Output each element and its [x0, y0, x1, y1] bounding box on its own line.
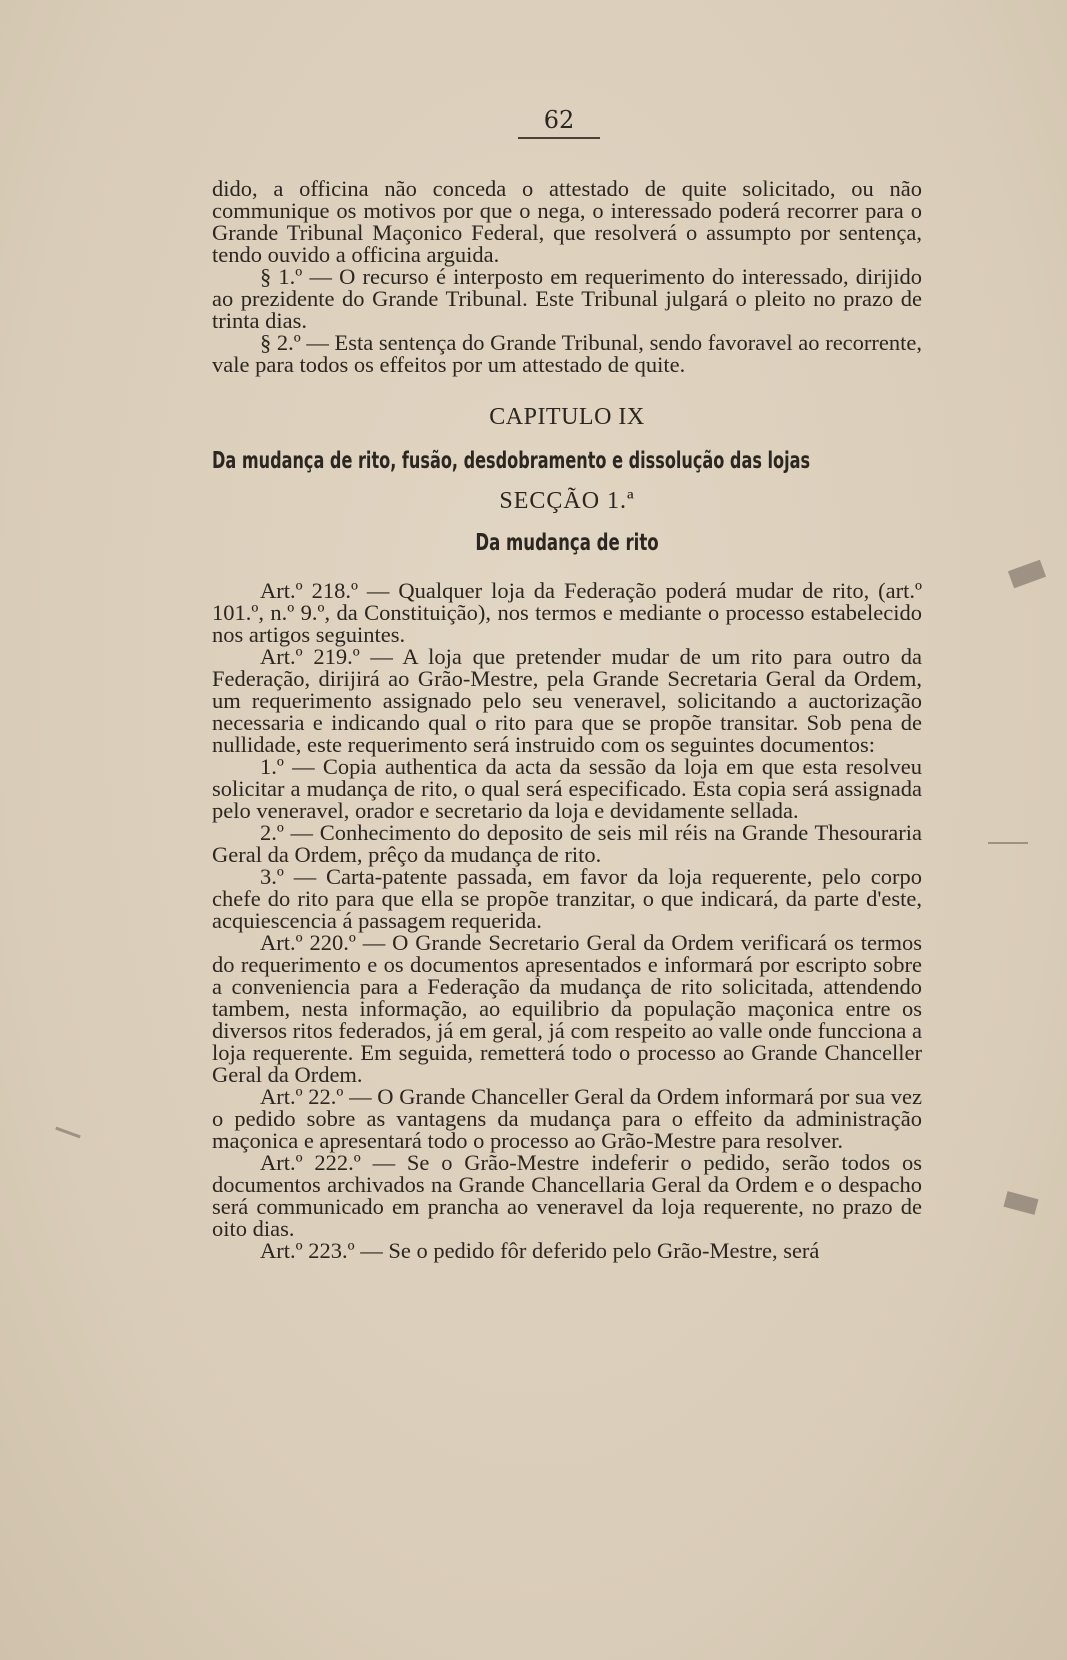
document-item-3: 3.º — Carta-patente passada, em favor da loja requerente, pelo corpo chefe do rito para que ella se propõe tranzitar, o que indicará, da parte d'este, acquiescencia á passagem requerida. — [212, 864, 922, 933]
stray-stroke-mark — [55, 1127, 80, 1139]
article-220: Art.º 220.º — O Grande Secretario Geral da Ordem verificará os termos do requerimento e os documentos apresentados e informará por escripto sobre a conveniencia para a Federação da mudança de rito solicitada, attendendo tambem, nesta informação, ao equilibrio da população maçonica entre os diversos ritos federados, já em geral, já com respeito ao valle onde funcciona a loja requerente. Em seguida, remetterá todo o processo ao Grande Chanceller Geral da Ordem. — [212, 930, 922, 1087]
header-rule — [518, 137, 600, 139]
intro-paragraph: dido, a officina não conceda o attestado de quite solicitado, ou não communique os motivos por que o nega, o interessado poderá recorrer para o Grande Tribunal Maçonico Federal, que resolverá o assumpto por sentença, tendo ouvido a officina arguida. — [212, 176, 922, 267]
article-223: Art.º 223.º — Se o pedido fôr deferido pelo Grão-Mestre, será — [260, 1238, 820, 1263]
text-body — [212, 178, 922, 1262]
document-item-2: 2.º — Conhecimento do deposito de seis mil réis na Grande Thesouraria Geral da Ordem, prêço da mudança de rito. — [212, 820, 922, 867]
document-item-1: 1.º — Copia authentica da acta da sessão da loja em que esta resolveu solicitar a mudança de rito, o qual será especificado. Esta copia será assignada pelo veneravel, orador e secretario da loja e devidamente sellada. — [212, 754, 922, 823]
article-219: Art.º 219.º — A loja que pretender mudar de um rito para outro da Federação, dirijirá ao Grão-Mestre, pela Grande Secretaria Geral da Ordem, um requerimento assignado pelo seu veneravel, solicitando a auctorização necessaria e indicando qual o rito para que se propõe transitar. Sob pena de nullidade, este requerimento será instruido com os seguintes documentos: — [212, 644, 922, 757]
ink-blot-mark — [1008, 560, 1046, 589]
chapter-title: Da mudança de rito, fusão, desdobramento e dissolução das lojas — [212, 448, 811, 474]
page-number: 62 — [543, 106, 575, 134]
ink-blot-mark — [1003, 1191, 1038, 1215]
clause-2: § 2.º — Esta sentença do Grande Tribunal, sendo favoravel ao recorrente, vale para todos os effeitos por um attestado de quite. — [212, 330, 922, 377]
stray-stroke-mark — [988, 842, 1028, 844]
article-221: Art.º 22.º — O Grande Chanceller Geral da Ordem informará por sua vez o pedido sobre as vantagens da mudança para o effeito da administração maçonica e apresentará todo o processo ao Grão-Mestre para resolver. — [212, 1084, 922, 1153]
section-title: Da mudança de rito — [475, 530, 659, 556]
article-218: Art.º 218.º — Qualquer loja da Federação poderá mudar de rito, (art.º 101.º, n.º 9.º, da Constituição), nos termos e mediante o processo estabelecido nos artigos seguintes. — [212, 578, 922, 647]
section-heading: SECÇÃO 1.ª — [499, 488, 635, 514]
clause-1: § 1.º — O recurso é interposto em requerimento do interessado, dirijido ao prezidente do Grande Tribunal. Este Tribunal julgará o pleito no prazo de trinta dias. — [212, 264, 922, 333]
chapter-heading: CAPITULO IX — [489, 404, 645, 430]
article-222: Art.º 222.º — Se o Grão-Mestre indeferir o pedido, serão todos os documentos archivados na Grande Chancellaria Geral da Ordem e o despacho será communicado em prancha ao veneravel da loja requerente, no prazo de oito dias. — [212, 1150, 922, 1241]
